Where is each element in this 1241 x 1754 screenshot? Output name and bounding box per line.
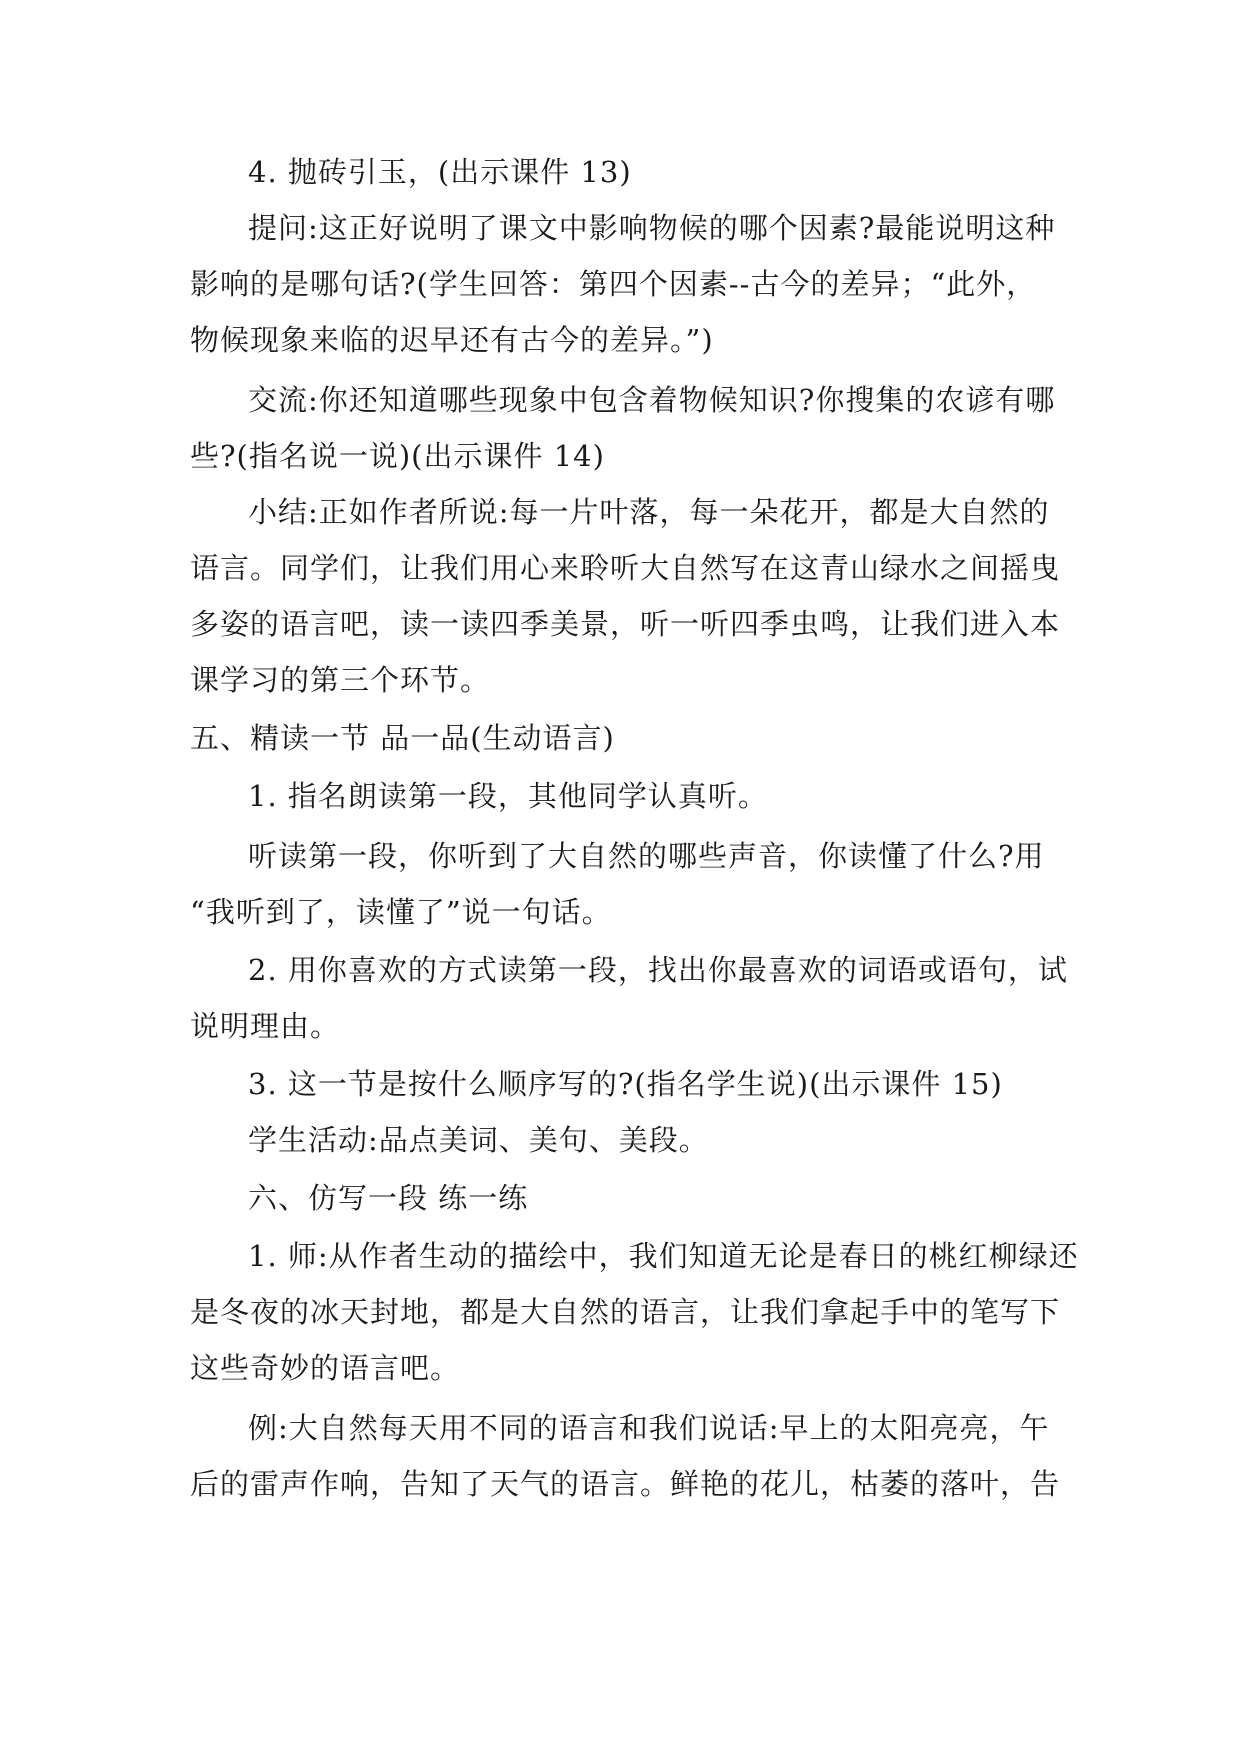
- text-line: 2. 用你喜欢的方式读第一段，找出你最喜欢的词语或语句，试: [248, 953, 1068, 987]
- text-line: 1. 师:从作者生动的描绘中，我们知道无论是春日的桃红柳绿还: [248, 1239, 1079, 1273]
- text-line: 物候现象来临的迟早还有古今的差异。”): [190, 323, 714, 357]
- text-line: 3. 这一节是按什么顺序写的?(指名学生说)(出示课件 15): [248, 1067, 1003, 1101]
- text-line: 些?(指名说一说)(出示课件 14): [190, 439, 605, 473]
- text-line: 学生活动:品点美词、美句、美段。: [248, 1123, 709, 1157]
- text-line: 影响的是哪句话?(学生回答：第四个因素--古今的差异；“此外，: [190, 267, 1037, 301]
- text-line: 小结:正如作者所说:每一片叶落，每一朵花开，都是大自然的: [248, 495, 1050, 529]
- text-line: 这些奇妙的语言吧。: [190, 1351, 461, 1385]
- text-line: 听读第一段，你听到了大自然的哪些声音，你读懂了什么?用: [248, 839, 1045, 873]
- text-line: 交流:你还知道哪些现象中包含着物候知识?你搜集的农谚有哪: [248, 383, 1056, 417]
- section-heading: 五、精读一节 品一品(生动语言): [190, 721, 615, 755]
- text-line: 多姿的语言吧，读一读四季美景，听一听四季虫鸣，让我们进入本: [190, 607, 1061, 641]
- text-line: 4. 抛砖引玉，(出示课件 13): [248, 155, 632, 189]
- section-heading: 六、仿写一段 练一练: [248, 1181, 529, 1215]
- text-line: 语言。同学们，让我们用心来聆听大自然写在这青山绿水之间摇曳: [190, 551, 1061, 585]
- text-line: 1. 指名朗读第一段，其他同学认真听。: [248, 779, 768, 813]
- text-line: “我听到了，读懂了”说一句话。: [190, 895, 612, 929]
- text-line: 课学习的第三个环节。: [190, 663, 491, 697]
- text-line: 说明理由。: [190, 1009, 341, 1043]
- text-line: 提问:这正好说明了课文中影响物候的哪个因素?最能说明这种: [248, 211, 1056, 245]
- text-line: 例:大自然每天用不同的语言和我们说话:早上的太阳亮亮，午: [248, 1411, 1050, 1445]
- text-line: 是冬夜的冰天封地，都是大自然的语言，让我们拿起手中的笔写下: [190, 1295, 1061, 1329]
- text-line: 后的雷声作响，告知了天气的语言。鲜艳的花儿，枯萎的落叶，告: [190, 1467, 1061, 1501]
